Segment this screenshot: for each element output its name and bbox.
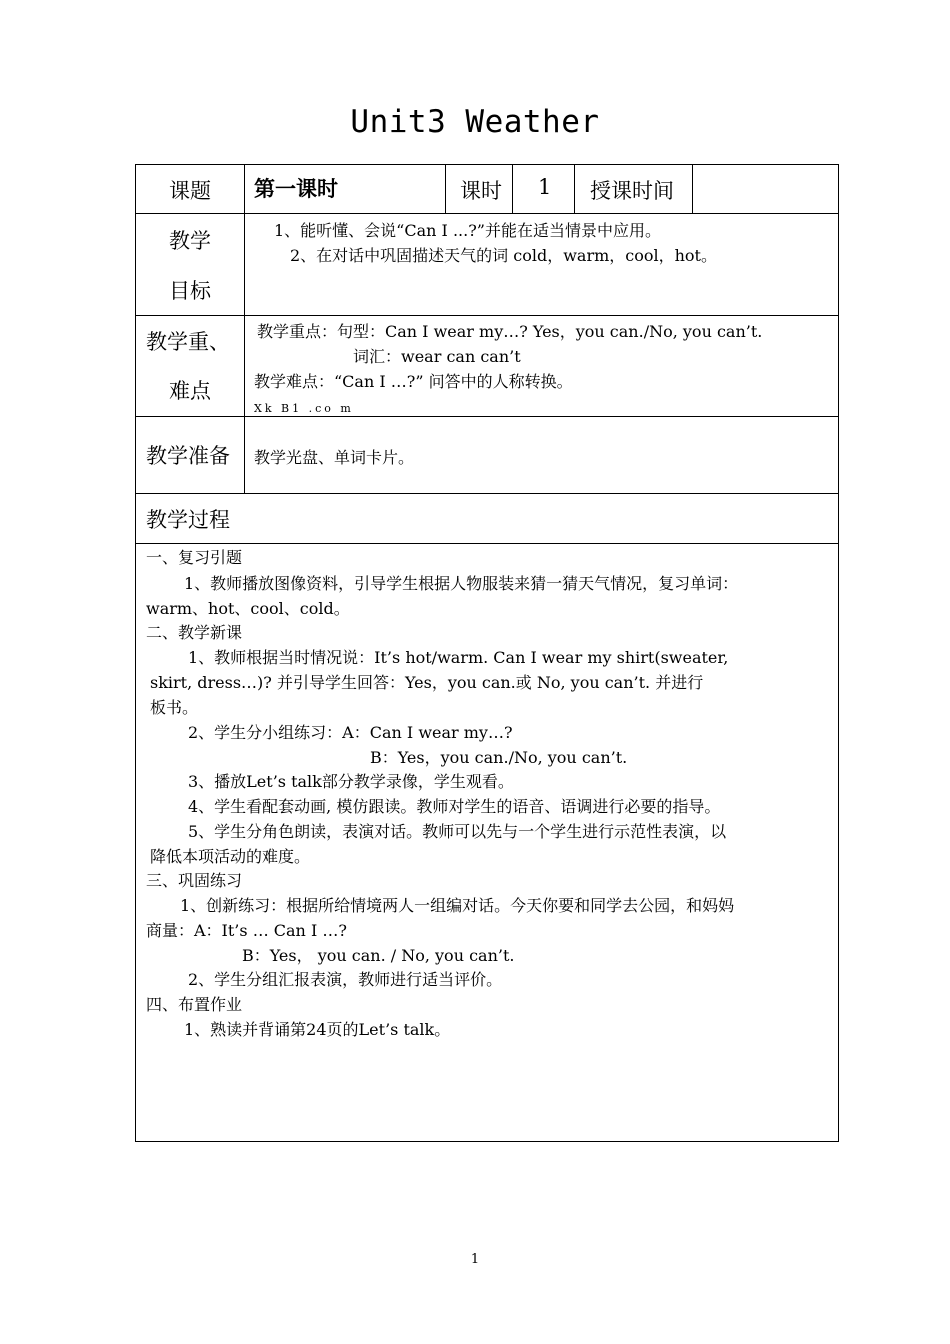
process-line: 5、学生分角色朗读，表演对话。教师可以先与一个学生进行示范性表演，以 bbox=[188, 822, 727, 841]
lesson-plan-table bbox=[135, 164, 839, 1142]
section-heading: 一、复习引题 bbox=[146, 548, 243, 567]
row-divider bbox=[136, 543, 838, 544]
process-line: B：Yes，you can./No, you can’t. bbox=[370, 748, 628, 767]
vocabulary-line: 词汇：wear can can’t bbox=[353, 347, 521, 366]
column-divider bbox=[512, 165, 513, 213]
process-line: 降低本项活动的难度。 bbox=[150, 847, 311, 866]
process-line: 1、创新练习：根据所给情境两人一组编对话。今天你要和同学去公园，和妈妈 bbox=[180, 896, 735, 915]
row-divider bbox=[136, 213, 838, 214]
process-line: 3、播放Let’s talk部分教学录像，学生观看。 bbox=[188, 772, 514, 791]
process-line: 商量：A：It’s … Can I …? bbox=[146, 921, 347, 940]
process-line: 2、学生分组汇报表演，教师进行适当评价。 bbox=[188, 970, 503, 989]
goals-label-line2: 目标 bbox=[169, 279, 211, 303]
key-point-line: 教学重点：句型：Can I wear my…? Yes，you can./No, you can’t. bbox=[257, 322, 763, 341]
period-label: 课时 bbox=[460, 179, 502, 203]
goals-label-line1: 教学 bbox=[169, 229, 211, 253]
column-divider bbox=[445, 165, 446, 213]
process-line: 2、学生分小组练习：A：Can I wear my…? bbox=[188, 723, 513, 742]
process-line: 1、教师根据当时情况说：It’s hot/warm. Can I wear my shirt(sweater, bbox=[188, 648, 729, 667]
difficulty-line: 教学难点：“Can I …?” 问答中的人称转换。 bbox=[254, 372, 573, 391]
process-line: 1、熟读并背诵第24页的Let’s talk。 bbox=[184, 1020, 451, 1039]
goal-line: 2、在对话中巩固描述天气的词 cold，warm，cool，hot。 bbox=[290, 246, 717, 265]
column-divider bbox=[244, 165, 245, 493]
key-points-label-line2: 难点 bbox=[169, 379, 211, 403]
topic-value: 第一课时 bbox=[254, 177, 338, 201]
page-number: 1 bbox=[470, 1252, 480, 1267]
column-divider bbox=[692, 165, 693, 213]
process-line: 4、学生看配套动画, 模仿跟读。教师对学生的语音、语调进行必要的指导。 bbox=[188, 797, 721, 816]
page-title: Unit3 Weather bbox=[350, 104, 600, 140]
topic-label: 课题 bbox=[169, 179, 211, 203]
process-line: B：Yes， you can. / No, you can’t. bbox=[242, 946, 515, 965]
class-time-label: 授课时间 bbox=[590, 179, 674, 203]
process-line: warm、hot、cool、cold。 bbox=[146, 599, 350, 618]
preparation-value: 教学光盘、单词卡片。 bbox=[254, 448, 415, 467]
row-divider bbox=[136, 315, 838, 316]
section-heading: 四、布置作业 bbox=[146, 995, 243, 1014]
process-line: 1、教师播放图像资料，引导学生根据人物服装来猜一猜天气情况，复习单词： bbox=[184, 574, 739, 593]
preparation-label: 教学准备 bbox=[146, 444, 230, 468]
section-heading: 二、教学新课 bbox=[146, 623, 243, 642]
row-divider bbox=[136, 493, 838, 494]
period-value: 1 bbox=[538, 175, 552, 199]
process-line: 板书。 bbox=[150, 698, 199, 717]
goal-line: 1、能听懂、会说“Can I ...?”并能在适当情景中应用。 bbox=[274, 221, 661, 240]
row-divider bbox=[136, 416, 838, 417]
key-points-label-line1: 教学重、 bbox=[146, 330, 230, 354]
process-line: skirt, dress…)? 并引导学生回答：Yes，you can.或 No, you can’t. 并进行 bbox=[150, 673, 704, 692]
section-heading: 三、巩固练习 bbox=[146, 871, 243, 890]
watermark-text: Xk B1 .co m bbox=[254, 402, 354, 415]
process-label: 教学过程 bbox=[146, 508, 230, 532]
column-divider bbox=[574, 165, 575, 213]
